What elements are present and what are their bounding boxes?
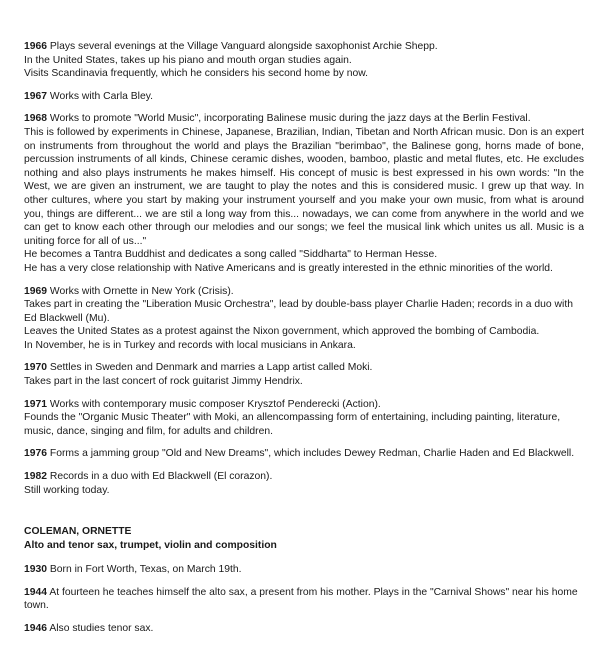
entry-1982 <box>24 470 584 497</box>
entry-first-line <box>24 622 584 636</box>
entry-text: Works to promote "World Music", incorporating Balinese music during the jazz days at the Berlin Festival. <box>49 113 531 125</box>
entry-year: 1930 <box>24 564 48 576</box>
entry-1971 <box>24 398 584 439</box>
entry-text: At fourteen he teaches himself the alto sax, a present from his mother. Plays in the "Carnival Shows" near his home town. <box>24 586 578 612</box>
entry-1970 <box>24 361 584 388</box>
entry-1946 <box>24 622 584 636</box>
entry-year: 1946 <box>24 623 48 634</box>
entry-1944 <box>24 586 584 613</box>
entry-year: 1967 <box>24 90 48 102</box>
entry-first-line <box>24 112 584 126</box>
entry-line: This is followed by experiments in Chinese, Japanese, Brazilian, Indian, Tibetan and North African music. Don is an expert on instruments from throughout the world and plays the Brazilian "berimbao", the Balinese gong, horns made of bone, percussion instruments of all kinds, Chinese ceramic dishes, wooden, bamboo, plastic and metal flutes, etc. He excludes nothing and also plays instruments he makes himself. His concept of music is best expressed in his own words: "In the West, we are given an instrument, we are taught to play the notes and this is considered music. I grew up that way. In other cultures, where you start by making your instrument yourself and you make your own music, from what is around you, things are different... we are stil a long way from this... nowadays, we can come from anywhere in the world and we can get to know each other through our melodies and our songs; we feel the musical link which unites us all. Music is a uniting force for all of us..." <box>24 126 584 247</box>
entry-text: Records in a duo with Ed Blackwell (El corazon). <box>49 471 273 483</box>
entry-text: Works with Carla Bley. <box>49 90 153 102</box>
entry-year: 1971 <box>24 398 48 410</box>
entry-line: In the United States, takes up his piano and mouth organ studies again. <box>24 54 352 66</box>
entry-1969 <box>24 285 584 353</box>
entry-year: 1944 <box>24 586 48 598</box>
musician-instruments-subheading: Alto and tenor sax, trumpet, violin and composition <box>24 540 277 552</box>
entry-text: Born in Fort Worth, Texas, on March 19th. <box>49 564 242 576</box>
entry-line: In November, he is in Turkey and records with local musicians in Ankara. <box>24 339 356 351</box>
entry-text: Works with Ornette in New York (Crisis). <box>49 285 234 297</box>
entry-1976 <box>24 447 584 461</box>
entry-line: Still working today. <box>24 484 110 496</box>
entry-line: Visits Scandinavia frequently, which he considers his second home by now. <box>24 68 369 80</box>
entry-year: 1970 <box>24 362 48 374</box>
entry-first-line <box>24 285 584 299</box>
entry-1967 <box>24 90 584 104</box>
entry-line: Takes part in creating the "Liberation Music Orchestra", lead by double-bass player Charlie Haden; records in a duo with Ed Blackwell (Mu). <box>24 299 573 324</box>
biography-page <box>24 40 584 645</box>
entry-text: Settles in Sweden and Denmark and marries a Lapp artist called Moki. <box>49 362 373 374</box>
musician-name-heading: COLEMAN, ORNETTE <box>24 526 132 538</box>
entry-first-line <box>24 90 584 104</box>
entry-text: Also studies tenor sax. <box>49 623 154 634</box>
entry-text: Plays several evenings at the Village Vanguard alongside saxophonist Archie Shepp. <box>49 41 438 52</box>
entry-first-line <box>24 361 584 375</box>
entry-year: 1969 <box>24 285 48 297</box>
entry-line: Founds the "Organic Music Theater" with Moki, an allencompassing form of entertaining, including painting, literature, music, dance, singing and film, for adults and children. <box>24 412 561 437</box>
entry-year: 1976 <box>24 448 48 460</box>
entry-first-line <box>24 447 584 461</box>
entry-year: 1982 <box>24 471 48 483</box>
entry-line: Leaves the United States as a protest against the Nixon government, which approved the bombing of Cambodia. <box>24 326 540 338</box>
entry-first-line <box>24 586 584 613</box>
entry-1966 <box>24 40 584 81</box>
entry-1968 <box>24 112 584 275</box>
entry-text: Works with contemporary music composer Krysztof Penderecki (Action). <box>49 398 381 410</box>
section-divider <box>24 506 584 525</box>
entry-year: 1968 <box>24 113 48 125</box>
entry-first-line <box>24 398 584 412</box>
entry-first-line <box>24 470 584 484</box>
entry-text: Forms a jamming group "Old and New Dreams", which includes Dewey Redman, Charlie Haden and Ed Blackwell. <box>49 448 575 460</box>
entry-year: 1966 <box>24 41 48 52</box>
entry-1930 <box>24 563 584 577</box>
entry-first-line <box>24 563 584 577</box>
entry-line: He has a very close relationship with Native Americans and is greatly interested in the ethnic minorities of the world. <box>24 262 553 274</box>
entry-first-line <box>24 40 584 54</box>
entry-line: Takes part in the last concert of rock guitarist Jimmy Hendrix. <box>24 376 303 388</box>
entry-line: He becomes a Tantra Buddhist and dedicates a song called "Siddharta" to Herman Hesse. <box>24 249 438 261</box>
